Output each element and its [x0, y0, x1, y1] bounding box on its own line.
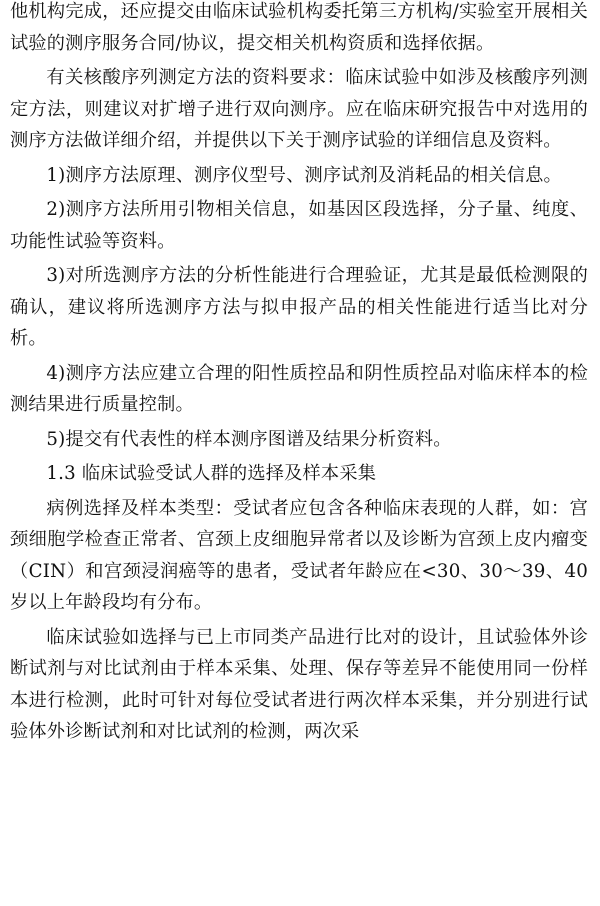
paragraph-comparison-design: 临床试验如选择与已上市同类产品进行比对的设计，且试验体外诊断试剂与对比试剂由于样本采集、处理、保存等差异不能使用同一份样本进行检测，此时可针对每位受试者进行两次样本采集，并分别进行试验体外诊断试剂和对比试剂的检测，两次采	[10, 626, 588, 742]
paragraph-continuation: 他机构完成，还应提交由临床试验机构委托第三方机构/实验室开展相关试验的测序服务合同/协议，提交相关机构资质和选择依据。	[10, 1, 588, 54]
section-heading: 1.3 临床试验受试人群的选择及样本采集	[46, 463, 377, 484]
list-item-2: 2)测序方法所用引物相关信息，如基因区段选择，分子量、纯度、功能性试验等资料。	[10, 199, 588, 252]
list-item-4: 4)测序方法应建立合理的阳性质控品和阴性质控品对临床样本的检测结果进行质量控制。	[10, 362, 588, 415]
list-item-5: 5)提交有代表性的样本测序图谱及结果分析资料。	[46, 428, 452, 450]
list-item-1: 1)测序方法原理、测序仪型号、测序试剂及消耗品的相关信息。	[46, 164, 562, 186]
list-item-3: 3)对所选测序方法的分析性能进行合理验证，尤其是最低检测限的确认，建议将所选测序方法与拟申报产品的相关性能进行适当比对分析。	[10, 265, 588, 349]
paragraph-sequencing-requirements: 有关核酸序列测定方法的资料要求：临床试验中如涉及核酸序列测定方法，则建议对扩增子进行双向测序。应在临床研究报告中对选用的测序方法做详细介绍，并提供以下关于测序试验的详细信息及资料。	[10, 67, 588, 151]
paragraph-case-selection: 病例选择及样本类型：受试者应包含各种临床表现的人群，如：宫颈细胞学检查正常者、宫颈上皮细胞异常者以及诊断为宫颈上皮内瘤变（CIN）和宫颈浸润癌等的患者，受试者年龄应在<30、30～39、40岁以上年龄段均有分布。	[10, 497, 588, 613]
